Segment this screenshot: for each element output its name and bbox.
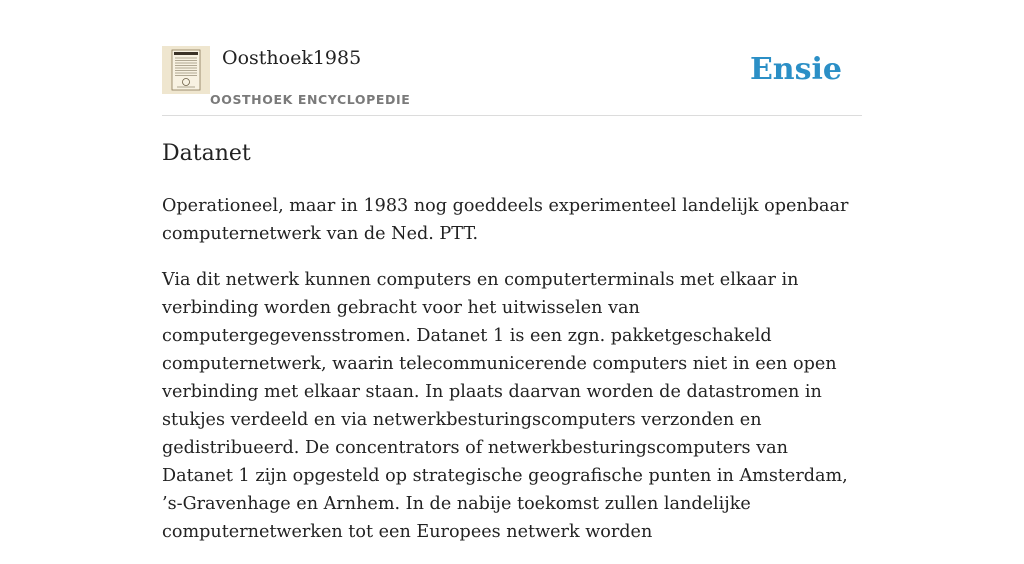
account-name[interactable]: Oosthoek1985	[222, 47, 362, 69]
ensie-logo-link[interactable]: Ensie	[749, 52, 842, 87]
account-avatar[interactable]	[162, 46, 210, 94]
page	[162, 0, 862, 542]
article-paragraph: Via dit netwerk kunnen computers en computerterminals met elkaar in verbinding worden gebracht voor het uitwisselen van computergegevensstromen. Datanet 1 is een zgn. pakketgeschakeld computernetwerk, waarin telecommunicerende computers niet in een open verbinding met elkaar staan. In plaats daarvan worden de datastromen in stukjes verdeeld en via netwerkbesturingscomputers verzonden en gedistribueerd. De concentrators of netwerkbesturingscomputers van Datanet 1 zijn opgesteld op strategische geografische punten in Amsterdam, ’s-Gravenhage en Arnhem. In de nabije toekomst zullen landelijke computernetwerken tot een Europees netwerk worden	[162, 270, 848, 542]
article-paragraph: Operationeel, maar in 1983 nog goeddeels experimenteel landelijk openbaar computernetwerk van de Ned. PTT.	[162, 196, 849, 244]
account-subtitle: OOSTHOEK ENCYCLOPEDIE	[210, 92, 411, 107]
book-cover-avatar-icon	[162, 46, 210, 94]
article-content	[162, 192, 862, 564]
page-header	[162, 0, 862, 116]
article-title: Datanet	[162, 141, 251, 166]
